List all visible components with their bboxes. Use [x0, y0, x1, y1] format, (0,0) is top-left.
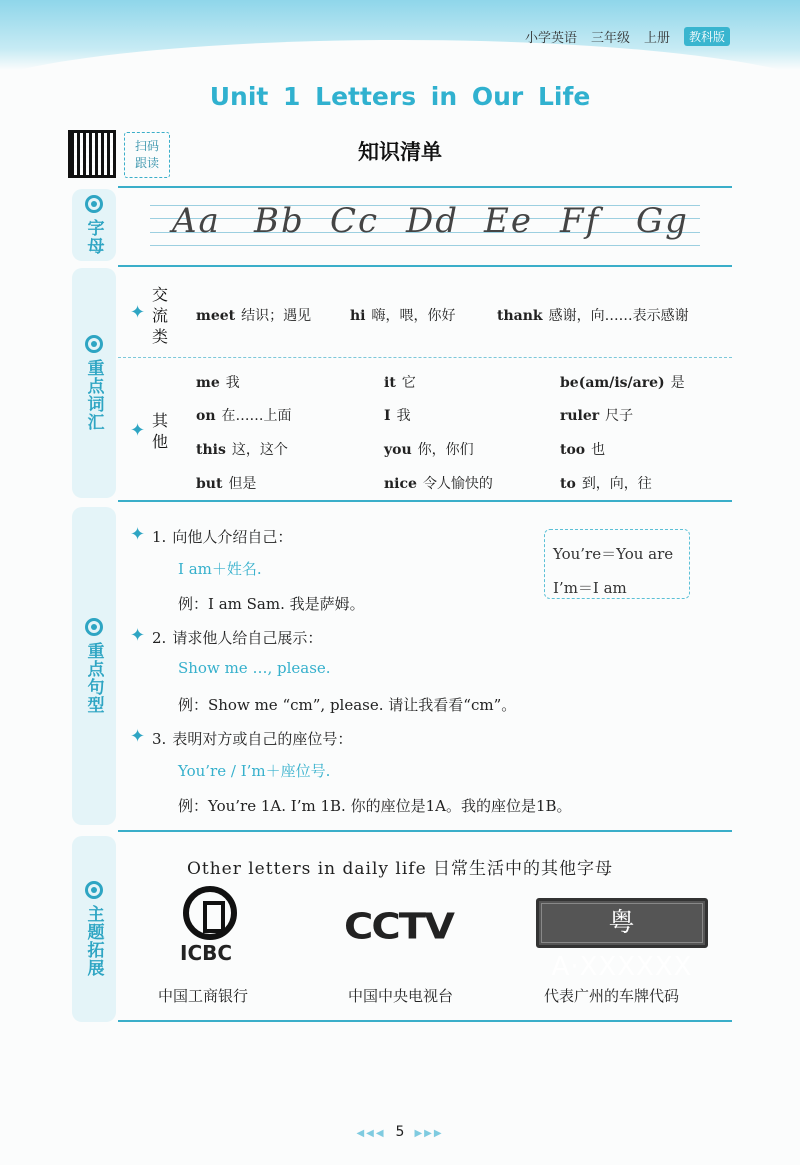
subject-label: 小学英语: [524, 31, 577, 46]
word-entry: be(am/is/are) 是: [560, 375, 685, 391]
contraction-tip-box: [544, 529, 690, 599]
divider: [118, 265, 732, 267]
word-entry: this 这，这个: [196, 442, 288, 458]
vocab-category-communication: 交流类: [152, 285, 169, 346]
word-entry: too 也: [560, 442, 606, 458]
book-info: [525, 27, 730, 46]
divider: [118, 357, 732, 358]
icbc-logo-text: ICBC: [180, 941, 233, 965]
letter-pair: Dd: [406, 201, 460, 241]
tip-line: You’re＝You are: [553, 545, 674, 563]
sentence-heading: 2. 请求他人给自己展示：: [152, 629, 323, 647]
letter-pair: Gg: [636, 201, 689, 241]
section-title: 知识清单: [358, 140, 442, 164]
word-entry: nice 令人愉快的: [384, 476, 493, 492]
divider: [118, 1020, 732, 1022]
cctv-logo-icon: CCTV: [344, 906, 453, 948]
word-entry: on 在……上面: [196, 408, 292, 424]
target-icon: [85, 335, 103, 353]
sentence-heading: 1. 向他人介绍自己：: [152, 528, 293, 546]
target-icon: [85, 881, 103, 899]
word-entry: me 我: [196, 375, 240, 391]
sentence-pattern: I am＋姓名.: [178, 560, 262, 578]
word-entry: hi 嗨，喂，你好: [350, 308, 456, 324]
sentence-heading: 3. 表明对方或自己的座位号：: [152, 730, 353, 748]
diamond-bullet-icon: ✦: [130, 420, 146, 441]
page-number: ◀◀◀ 5 ▶▶▶: [356, 1124, 444, 1140]
vocab-category-other: 其他: [152, 411, 169, 451]
logo-caption: 中国工商银行: [158, 987, 249, 1005]
edition-badge: 教科版: [684, 27, 730, 46]
letter-writing-lines: [150, 203, 700, 247]
word-entry: to 到，向，往: [560, 476, 652, 492]
volume-label: 上册: [643, 31, 670, 46]
logo-caption: 中国中央电视台: [348, 987, 454, 1005]
sentence-example: 例：Show me “cm”, please. 请让我看看“cm”。: [178, 696, 517, 714]
sidebar-tab-vocab: 重点词汇: [72, 268, 116, 498]
left-arrows-icon: ◀◀◀: [356, 1128, 386, 1139]
letter-pair: Ee: [484, 201, 533, 241]
word-entry: but 但是: [196, 476, 257, 492]
grade-label: 三年级: [590, 31, 630, 46]
icbc-logo-icon: [183, 886, 237, 940]
letter-pair: Ff: [560, 201, 601, 241]
divider: [118, 186, 732, 188]
word-entry: thank 感谢，向……表示感谢: [497, 308, 689, 324]
diamond-bullet-icon: ✦: [130, 625, 146, 646]
diamond-bullet-icon: ✦: [130, 302, 146, 323]
word-entry: I 我: [384, 408, 411, 424]
sidebar-tab-extension: 主题拓展: [72, 836, 116, 1022]
sidebar-tab-sentences: 重点句型: [72, 507, 116, 825]
license-plate-image: 粤A·XXXXXX: [536, 898, 708, 948]
target-icon: [85, 618, 103, 636]
logo-caption: 代表广州的车牌代码: [544, 987, 680, 1005]
divider: [118, 830, 732, 832]
right-arrows-icon: ▶▶▶: [414, 1128, 444, 1139]
word-entry: you 你，你们: [384, 442, 474, 458]
sentence-example: 例：I am Sam. 我是萨姆。: [178, 595, 365, 613]
letter-pair: Cc: [330, 201, 380, 241]
unit-title: Unit 1 Letters in Our Life: [209, 82, 591, 111]
scan-read-label: 扫码 跟读: [124, 132, 170, 178]
sentence-pattern: You’re / I’m＋座位号.: [178, 762, 331, 780]
divider: [118, 500, 732, 502]
tip-line: I’m＝I am: [553, 579, 627, 597]
sidebar-tab-letters: 字母: [72, 189, 116, 261]
target-icon: [85, 195, 103, 213]
extension-title: Other letters in daily life 日常生活中的其他字母: [186, 859, 614, 879]
word-entry: meet 结识；遇见: [196, 308, 312, 324]
letter-pair: Bb: [254, 201, 305, 241]
sentence-pattern: Show me …, please.: [178, 659, 331, 677]
diamond-bullet-icon: ✦: [130, 726, 146, 747]
diamond-bullet-icon: ✦: [130, 524, 146, 545]
word-entry: it 它: [384, 375, 416, 391]
word-entry: ruler 尺子: [560, 408, 634, 424]
letter-pair: Aa: [172, 201, 221, 241]
sentence-example: 例：You’re 1A. I’m 1B. 你的座位是1A。我的座位是1B。: [178, 797, 572, 815]
